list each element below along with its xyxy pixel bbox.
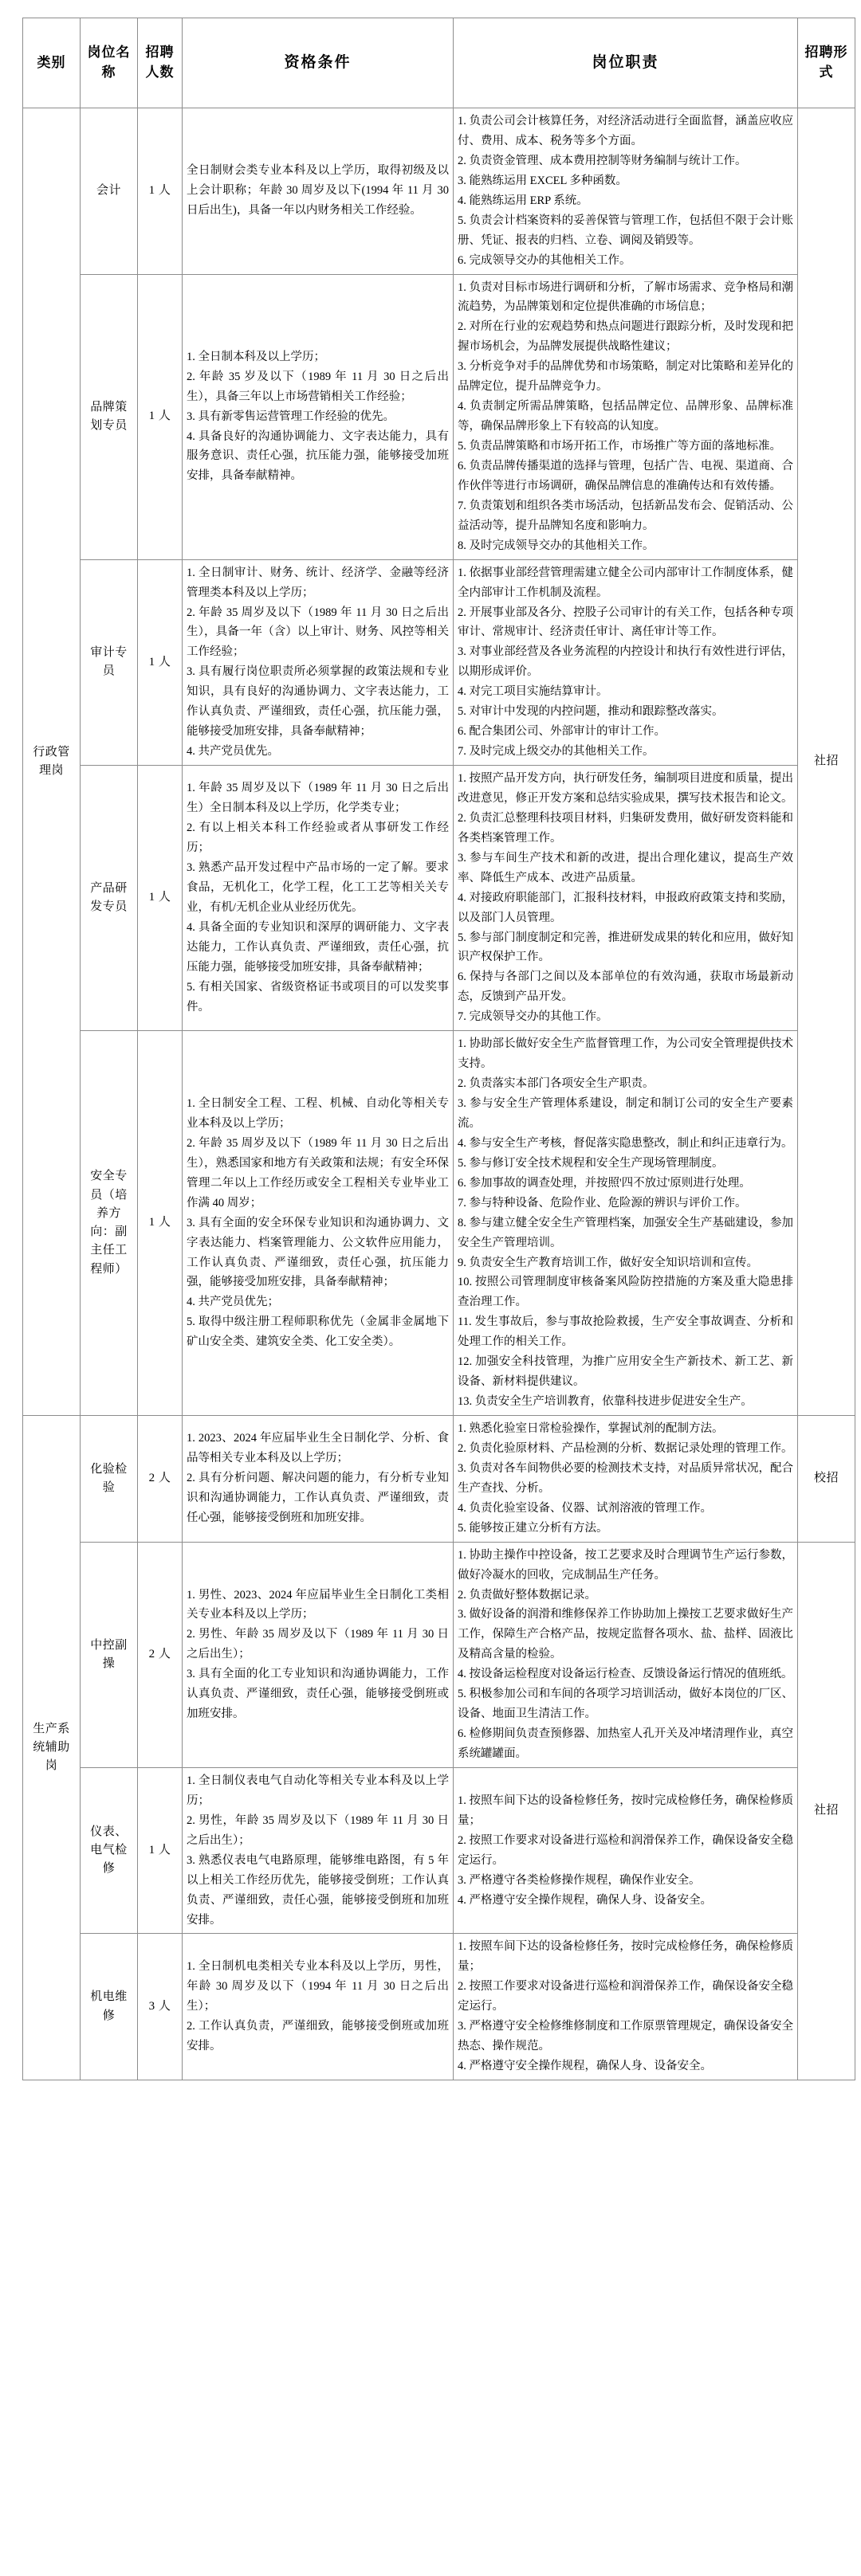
duty-item: 3. 参与安全生产管理体系建设，制定和制订公司的安全生产要素流。 [458, 1097, 793, 1130]
header-headcount: 招聘人数 [138, 18, 183, 108]
qualification-item: 5. 取得中级注册工程师职称优先（金属非金属地下矿山安全类、建筑安全类、化工安全类）。 [187, 1315, 449, 1349]
duty-item: 1. 按照产品开发方向，执行研发任务，编制项目进度和质量，提出改进意见，修正开发方案和总结实验成果，撰写技术报告和论文。 [458, 772, 793, 805]
table-row [23, 1031, 855, 1416]
duty-item: 2. 负责汇总整理科技项目材料，归集研发费用，做好研发资料能和各类档案管理工作。 [458, 811, 793, 845]
cell-headcount: 1 人 [138, 766, 183, 1031]
duty-item: 6. 完成领导交办的其他相关工作。 [458, 253, 631, 267]
duty-item: 2. 开展事业部及各分、控股子公司审计的有关工作，包括各种专项审计、常规审计、经济责任审计、离任审计等工作。 [458, 606, 793, 639]
cell-job-name: 安全专员（培养方向：副主任工程师） [81, 1031, 138, 1416]
cell-category: 生产系统辅助岗 [23, 1416, 81, 2080]
qualification-item: 3. 具有全面的安全环保专业知识和沟通协调力、文字表达能力、档案管理能力、公文软件应用能力，工作认真负责、严谨细致，责任心强，抗压能力强，能够接受加班安排，具备奉献精神； [187, 1216, 449, 1289]
header-job-name: 岗位名称 [81, 18, 138, 108]
qualification-item: 4. 具备全面的专业知识和深厚的调研能力、文字表达能力，工作认真负责、严谨细致，责任心强，抗压能力强，能够接受加班安排，具备奉献精神； [187, 921, 449, 974]
qualification-item: 1. 全日制安全工程、工程、机械、自动化等相关专业本科及以上学历； [187, 1097, 449, 1130]
qualification-item: 4. 共产党员优先； [187, 1296, 279, 1309]
cell-recruit-form: 校招 [798, 1416, 855, 1543]
duty-item: 5. 参与部门制度制定和完善，推进研发成果的转化和应用，做好知识产权保护工作。 [458, 931, 793, 964]
qualification-item: 5. 有相关国家、省级资格证书或项目的可以发奖事件。 [187, 980, 449, 1014]
header-qualifications: 资格条件 [183, 18, 454, 108]
duty-item: 1. 熟悉化验室日常检验操作，掌握试剂的配制方法。 [458, 1422, 724, 1435]
duty-item: 2. 按照工作要求对设备进行巡检和润滑保养工作，确保设备安全稳定运行。 [458, 1980, 793, 2013]
qualification-item: 1. 全日制机电类相关专业本科及以上学历，男性，年龄 30 周岁及以下（1994 年 11 月 30 日之后出生）； [187, 1960, 449, 2013]
duty-item: 4. 负责制定所需品牌策略，包括品牌定位、品牌形象、品牌标准等，确保品牌形象上下有较高的认知度。 [458, 400, 793, 433]
header-category: 类别 [23, 18, 81, 108]
duty-item: 4. 严格遵守安全操作规程，确保人身、设备安全。 [458, 1893, 712, 1907]
duty-item: 3. 负责对各车间物供必要的检测技术支持，对品质异常状况，配合生产查找、分析。 [458, 1461, 793, 1495]
duty-item: 3. 严格遵守安全检修维修制度和工作原票管理规定，确保设备安全热态、操作规范。 [458, 2020, 793, 2053]
qualification-item: 4. 具备良好的沟通协调能力、文字表达能力，具有服务意识、责任心强，抗压能力强，能够接受加班安排，具备奉献精神。 [187, 429, 449, 483]
table-row [23, 108, 855, 275]
duty-item: 7. 及时完成上级交办的其他相关工作。 [458, 745, 655, 759]
qualification-item: 4. 共产党员优先。 [187, 745, 279, 759]
cell-category: 行政管理岗 [23, 108, 81, 1416]
qualification-item: 1. 年龄 35 周岁及以下（1989 年 11 月 30 日之后出生）全日制本科及以上学历，化学类专业； [187, 782, 449, 815]
duty-item: 9. 负责安全生产教育培训工作，做好安全知识培训和宣传。 [458, 1256, 758, 1269]
cell-qualifications [183, 559, 454, 765]
duty-item: 6. 保持与各部门之间以及本部单位的有效沟通，获取市场最新动态，反馈到产品开发。 [458, 970, 793, 1004]
table-row [23, 1934, 855, 2080]
cell-qualifications [183, 1031, 454, 1416]
duty-item: 4. 按设备运检程度对设备运行检查、反馈设备运行情况的值班纸。 [458, 1668, 793, 1681]
duty-item: 2. 负责化验原材料、产品检测的分析、数据记录处理的管理工作。 [458, 1441, 793, 1455]
duty-item: 4. 对完工项目实施结算审计。 [458, 685, 608, 699]
cell-headcount: 3 人 [138, 1934, 183, 2080]
cell-headcount: 2 人 [138, 1542, 183, 1767]
duty-item: 4. 对接政府职能部门，汇报科技材料，申报政府政策支持和奖励，以及部门人员管理。 [458, 891, 793, 924]
duty-item: 1. 依据事业部经营管理需建立健全公司内部审计工作制度体系，健全内部审计工作机制及流程。 [458, 566, 793, 599]
cell-headcount: 2 人 [138, 1416, 183, 1543]
duty-item: 8. 参与建立健全安全生产管理档案，加强安全生产基础建设，参加安全生产管理培训。 [458, 1216, 793, 1249]
cell-qualifications [183, 274, 454, 559]
cell-duties [454, 108, 798, 275]
cell-qualifications [183, 1542, 454, 1767]
cell-job-name: 产品研发专员 [81, 766, 138, 1031]
qualification-item: 2. 有以上相关本科工作经验或者从事研发工作经历； [187, 821, 449, 855]
duty-item: 2. 负责资金管理、成本费用控制等财务编制与统计工作。 [458, 154, 747, 167]
table-body [23, 108, 855, 2080]
duty-item: 1. 协助主操作中控设备，按工艺要求及时合理调节生产运行参数，做好冷凝水的回收，完成制品生产任务。 [458, 1548, 793, 1582]
duty-item: 5. 负责会计档案资料的妥善保管与管理工作，包括但不限于会计账册、凭证、报表的归档、立卷、调阅及销毁等。 [458, 214, 793, 247]
duty-item: 1. 负责对目标市场进行调研和分析，了解市场需求、竞争格局和潮流趋势，为品牌策划和定位提供准确的市场信息； [458, 280, 793, 314]
cell-headcount: 1 人 [138, 108, 183, 275]
cell-job-name: 化验检验 [81, 1416, 138, 1543]
duty-item: 6. 配合集团公司、外部审计的审计工作。 [458, 725, 666, 739]
cell-qualifications [183, 1767, 454, 1934]
cell-qualifications [183, 1416, 454, 1543]
duty-item: 6. 参加事故的调查处理，并按照'四不放过'原则进行处理。 [458, 1176, 751, 1190]
duty-item: 6. 检修期间负责查预修器、加热室人孔开关及冲堵清理作业，真空系统罐罐面。 [458, 1727, 793, 1760]
qualification-item: 3. 具有新零售运营管理工作经验的优先。 [187, 410, 395, 423]
duty-item: 4. 能熟练运用 ERP 系统。 [458, 194, 588, 207]
duty-item: 2. 负责做好整体数据记录。 [458, 1588, 596, 1602]
duty-item: 4. 负责化验室设备、仪器、试剂溶液的管理工作。 [458, 1501, 712, 1515]
cell-qualifications [183, 766, 454, 1031]
qualification-item: 2. 年龄 35 周岁及以下（1989 年 11 月 30 日之后出生），熟悉国家和地方有关政策和法规；有安全环保管理二年以上工作经历或安全工程相关专业毕业工作满 40 周岁； [187, 1136, 449, 1210]
header-recruit-form: 招聘形式 [798, 18, 855, 108]
cell-job-name: 审计专员 [81, 559, 138, 765]
qualification-item: 3. 熟悉仪表电气电路原理，能够维电路图，有 5 年以上相关工作经历优先，能够接受倒班；工作认真负责、严谨细致，责任心强，能够接受倒班和加班安排。 [187, 1853, 449, 1927]
qualification-item: 2. 男性，年龄 35 周岁及以下（1989 年 11 月 30 日之后出生）； [187, 1813, 449, 1847]
duty-item: 5. 积极参加公司和车间的各项学习培训活动，做好本岗位的厂区、设备、地面卫生清洁工作。 [458, 1688, 793, 1721]
cell-headcount: 1 人 [138, 274, 183, 559]
qualification-item: 3. 熟悉产品开发过程中产品市场的一定了解。要求食品，无机化工，化学工程，化工工艺等相关关专业，有机/无机企业从业经历优先。 [187, 861, 449, 915]
cell-headcount: 1 人 [138, 559, 183, 765]
cell-duties [454, 1767, 798, 1934]
qualification-item: 1. 全日制仪表电气自动化等相关专业本科及以上学历； [187, 1774, 449, 1807]
duty-item: 12. 加强安全科技管理，为推广应用安全生产新技术、新工艺、新设备、新材料提供建议。 [458, 1355, 793, 1389]
cell-duties [454, 559, 798, 765]
duty-item: 3. 严格遵守各类检修操作规程，确保作业安全。 [458, 1873, 701, 1887]
cell-headcount: 1 人 [138, 1767, 183, 1934]
duty-item: 4. 参与安全生产考核，督促落实隐患整改，制止和纠正违章行为。 [458, 1136, 793, 1150]
duty-item: 10. 按照公司管理制度审核备案风险防控措施的方案及重大隐患排查治理工作。 [458, 1276, 793, 1309]
qualification-item: 2. 具有分析问题、解决问题的能力，有分析专业知识和沟通协调能力，工作认真负责、严谨细致，责任心强，能够接受倒班和加班安排。 [187, 1472, 449, 1525]
duty-item: 11. 发生事故后，参与事故抢险救援，生产安全事故调查、分析和处理工作的相关工作。 [458, 1315, 793, 1349]
table-row [23, 766, 855, 1031]
cell-job-name: 中控副操 [81, 1542, 138, 1767]
cell-job-name: 机电维修 [81, 1934, 138, 2080]
duty-item: 5. 能够按正建立分析有方法。 [458, 1521, 608, 1535]
duty-item: 7. 完成领导交办的其他工作。 [458, 1010, 608, 1024]
duty-item: 3. 能熟练运用 EXCEL 多种函数。 [458, 174, 627, 187]
qualification-item: 3. 具有履行岗位职责所必须掌握的政策法规和专业知识，具有良好的沟通协调力、文字表达能力，工作认真负责、严谨细致，责任心强，抗压能力强，能够接受加班安排，具备奉献精神； [187, 665, 449, 739]
duty-item: 2. 按照工作要求对设备进行巡检和润滑保养工作，确保设备安全稳定运行。 [458, 1833, 793, 1867]
qualification-item: 2. 年龄 35 周岁及以下（1989 年 11 月 30 日之后出生），具备一年（含）以上审计、财务、风控等相关工作经验； [187, 606, 449, 659]
qualification-item: 3. 具有全面的化工专业知识和沟通协调能力，工作认真负责、严谨细致，责任心强，能够接受倒班或加班安排。 [187, 1668, 449, 1721]
cell-recruit-form: 社招 [798, 108, 855, 1416]
qualification-item: 1. 2023、2024 年应届毕业生全日制化学、分析、食品等相关专业本科及以上学历； [187, 1432, 449, 1465]
duty-item: 13. 负责安全生产培训教育，依靠科技进步促进安全生产。 [458, 1395, 753, 1409]
duty-item: 2. 对所在行业的宏观趋势和热点问题进行跟踪分析，及时发现和把握市场机会，为品牌发展提供战略性建议； [458, 320, 793, 354]
table-row [23, 1416, 855, 1543]
duty-item: 7. 负责策划和组织各类市场活动，包括新品发布会、促销活动、公益活动等，提升品牌知名度和影响力。 [458, 499, 793, 532]
header-row [23, 18, 855, 108]
cell-duties [454, 1542, 798, 1767]
duty-item: 1. 按照车间下达的设备检修任务，按时完成检修任务，确保检修质量； [458, 1940, 793, 1974]
cell-headcount: 1 人 [138, 1031, 183, 1416]
qualification-item: 1. 全日制审计、财务、统计、经济学、金融等经济管理类本科及以上学历； [187, 566, 449, 599]
table-row [23, 274, 855, 559]
duty-item: 4. 严格遵守安全操作规程，确保人身、设备安全。 [458, 2060, 712, 2073]
recruitment-table [22, 18, 855, 2080]
table-header [23, 18, 855, 108]
cell-duties [454, 1031, 798, 1416]
cell-duties [454, 1416, 798, 1543]
duty-item: 7. 参与特种设备、危险作业、危险源的辨识与评价工作。 [458, 1196, 747, 1210]
duty-item: 3. 做好设备的润滑和维修保养工作协助加上操按工艺要求做好生产工作，保障生产合格产品，按规定监督各项水、盐、盐样、固液比及精高含量的检验。 [458, 1608, 793, 1661]
cell-duties [454, 274, 798, 559]
cell-duties [454, 766, 798, 1031]
duty-item: 1. 负责公司会计核算任务，对经济活动进行全面监督，涵盖应收应付、费用、成本、税务等多个方面。 [458, 115, 793, 147]
qualification-item: 2. 年龄 35 岁及以下（1989 年 11 月 30 日之后出生），具备三年以上市场营销相关工作经验； [187, 370, 449, 403]
duty-item: 5. 对审计中发现的内控问题，推动和跟踪整改落实。 [458, 705, 724, 719]
cell-job-name: 品牌策划专员 [81, 274, 138, 559]
cell-duties [454, 1934, 798, 2080]
cell-job-name: 仪表、电气检修 [81, 1767, 138, 1934]
table-row [23, 559, 855, 765]
cell-recruit-form: 社招 [798, 1542, 855, 2080]
qualification-item: 1. 男性、2023、2024 年应届毕业生全日制化工类相关专业本科及以上学历； [187, 1588, 449, 1621]
duty-item: 1. 按照车间下达的设备检修任务，按时完成检修任务，确保检修质量； [458, 1794, 793, 1827]
header-duties: 岗位职责 [454, 18, 798, 108]
qualification-item: 2. 工作认真负责，严谨细致，能够接受倒班或加班安排。 [187, 2020, 449, 2053]
duty-item: 2. 负责落实本部门各项安全生产职责。 [458, 1077, 655, 1091]
duty-item: 6. 负责品牌传播渠道的选择与管理，包括广告、电视、渠道商、合作伙伴等进行市场调研，确保品牌信息的准确传达和有效传播。 [458, 459, 793, 492]
duty-item: 5. 负责品牌策略和市场开拓工作，市场推广等方面的落地标准。 [458, 440, 781, 453]
table-row [23, 1542, 855, 1767]
duty-item: 3. 对事业部经营及各业务流程的内控设计和执行有效性进行评估，以期形成评价。 [458, 645, 793, 679]
qualification-item: 1. 全日制本科及以上学历； [187, 350, 325, 363]
cell-qualifications [183, 1934, 454, 2080]
qualification-item: 2. 男性、年龄 35 周岁及以下（1989 年 11 月 30 日之后出生）； [187, 1628, 449, 1661]
duty-item: 3. 参与车间生产技术和新的改进，提出合理化建议，提高生产效率、降低生产成本、改进产品质量。 [458, 851, 793, 884]
cell-qualifications [183, 108, 454, 275]
duty-item: 5. 参与修订安全技术规程和安全生产现场管理制度。 [458, 1156, 724, 1170]
duty-item: 3. 分析竞争对手的品牌优势和市场策略，制定对比策略和差异化的品牌定位，提升品牌竞争力。 [458, 360, 793, 394]
duty-item: 1. 协助部长做好安全生产监督管理工作，为公司安全管理提供技术支持。 [458, 1037, 793, 1071]
duty-item: 8. 及时完成领导交办的其他相关工作。 [458, 539, 655, 552]
cell-job-name: 会计 [81, 108, 138, 275]
table-row [23, 1767, 855, 1934]
qualification-item: 全日制财会类专业本科及以上学历，取得初级及以上会计职称；年龄 30 周岁及以下(1994 年 11 月 30 日后出生)，具备一年以内财务相关工作经验。 [187, 164, 449, 218]
